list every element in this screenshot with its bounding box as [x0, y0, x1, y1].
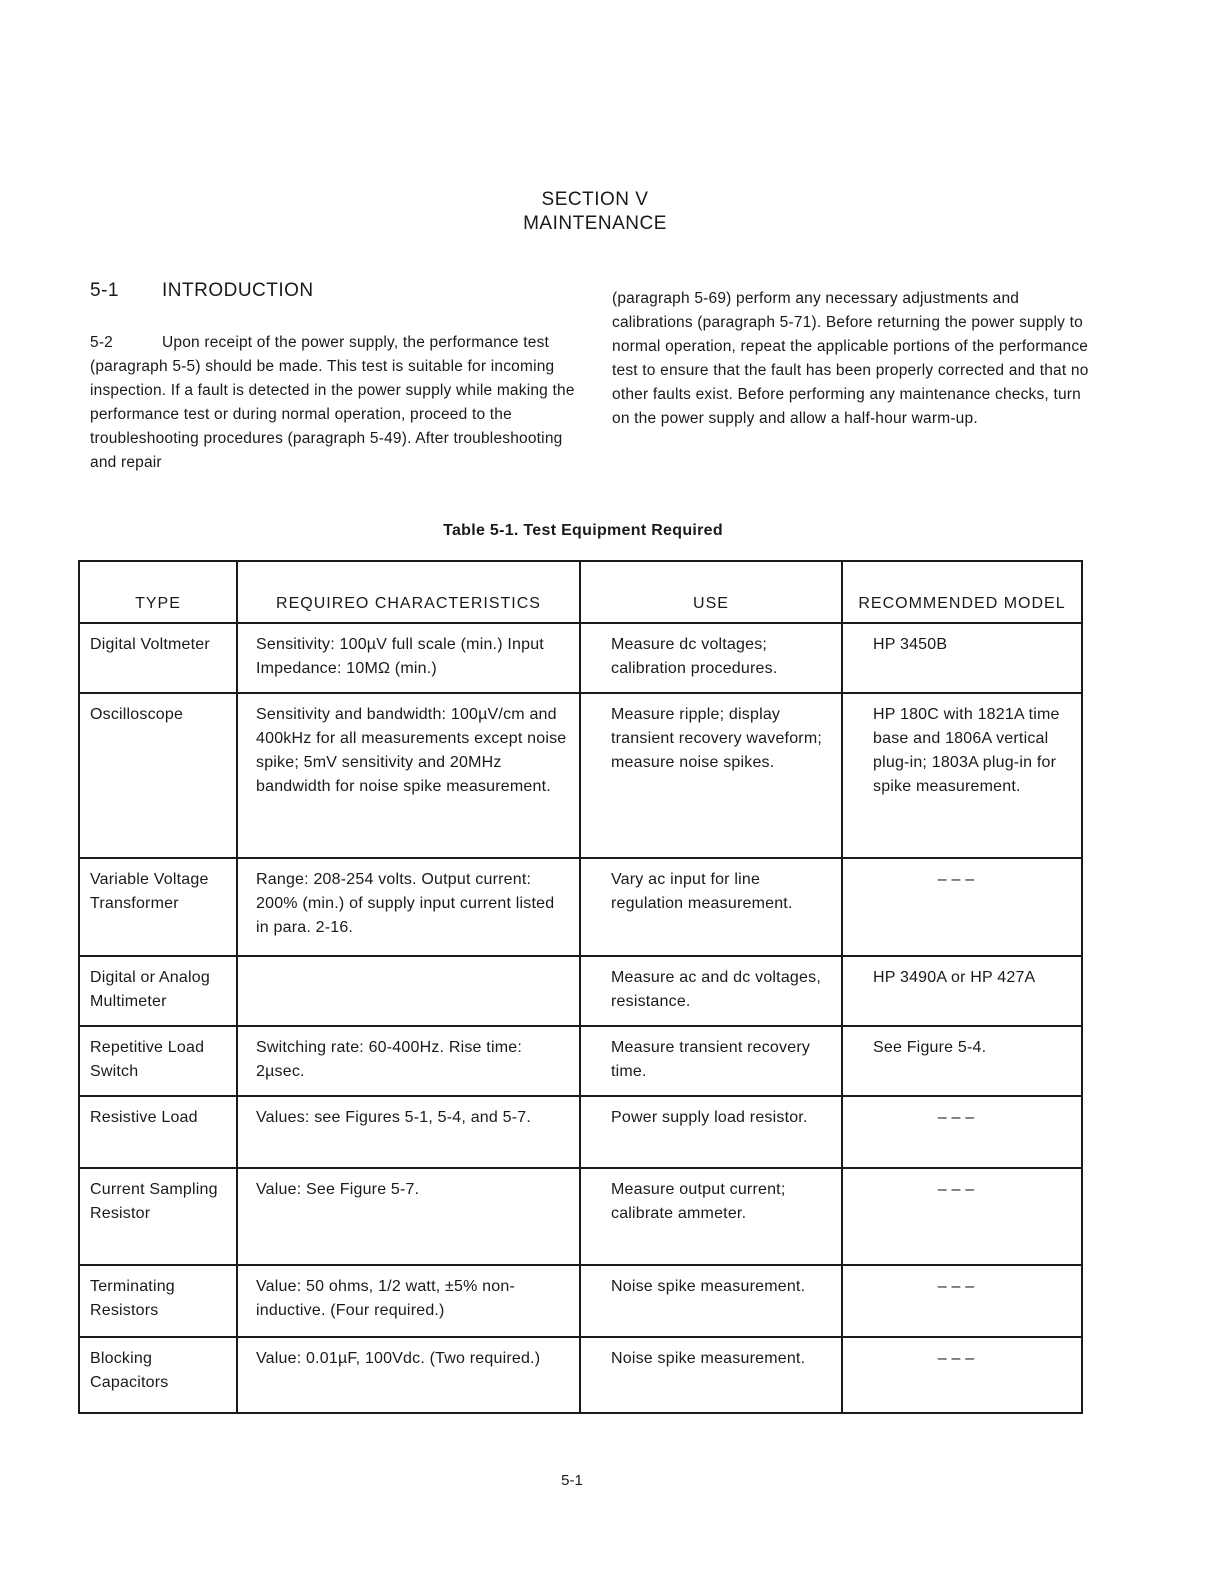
- table-row: [79, 1096, 1082, 1168]
- table-title: Table 5-1. Test Equipment Required: [443, 522, 723, 539]
- header-type: TYPE: [79, 561, 237, 623]
- cell-type: Resistive Load: [79, 1096, 237, 1168]
- cell-model: – – –: [842, 1337, 1082, 1413]
- intro-heading-number: 5-1: [90, 280, 119, 301]
- cell-model: – – –: [842, 1168, 1082, 1265]
- cell-model: HP 180C with 1821A time base and 1806A vertical plug-in; 1803A plug-in for spike measurement.: [842, 693, 1082, 858]
- cell-use: Measure ac and dc voltages, resistance.: [580, 956, 842, 1026]
- header-use: USE: [580, 561, 842, 623]
- table-header-row: [79, 561, 1082, 623]
- cell-type: Current Sampling Resistor: [79, 1168, 237, 1265]
- section-title: MAINTENANCE: [523, 213, 667, 234]
- intro-text-left: [90, 331, 580, 475]
- cell-characteristics: Sensitivity and bandwidth: 100µV/cm and 400kHz for all measurements except noise spike; 5mV sensitivity and 20MHz bandwidth for noise spike measurement.: [237, 693, 580, 858]
- cell-use: Power supply load resistor.: [580, 1096, 842, 1168]
- table-row: [79, 1168, 1082, 1265]
- cell-type: Repetitive Load Switch: [79, 1026, 237, 1096]
- cell-model: – – –: [842, 858, 1082, 956]
- cell-model: – – –: [842, 1096, 1082, 1168]
- cell-characteristics: Value: See Figure 5-7.: [237, 1168, 580, 1265]
- intro-paragraph-left: Upon receipt of the power supply, the performance test (paragraph 5-5) should be made. This test is suitable for incoming inspection. If a fault is detected in the power supply while making the performance test or during normal operation, proceed to the troubleshooting procedures (paragraph 5-49). After troubleshooting and repair: [90, 334, 575, 471]
- cell-model: – – –: [842, 1265, 1082, 1337]
- table-row: [79, 858, 1082, 956]
- cell-type: Digital or Analog Multimeter: [79, 956, 237, 1026]
- cell-type: Variable Voltage Transformer: [79, 858, 237, 956]
- intro-heading-title: INTRODUCTION: [162, 280, 314, 301]
- header-model: RECOMMENDED MODEL: [842, 561, 1082, 623]
- cell-type: Blocking Capacitors: [79, 1337, 237, 1413]
- cell-type: Digital Voltmeter: [79, 623, 237, 693]
- cell-characteristics: Value: 50 ohms, 1/2 watt, ±5% non-inductive. (Four required.): [237, 1265, 580, 1337]
- table-row: [79, 1265, 1082, 1337]
- page-number: 5-1: [561, 1472, 583, 1489]
- cell-use: Measure dc voltages; calibration procedures.: [580, 623, 842, 693]
- cell-use: Noise spike measurement.: [580, 1265, 842, 1337]
- cell-type: Terminating Resistors: [79, 1265, 237, 1337]
- cell-use: Measure output current; calibrate ammeter.: [580, 1168, 842, 1265]
- table-row: [79, 1337, 1082, 1413]
- header-characteristics: REQUIREO CHARACTERISTICS: [237, 561, 580, 623]
- section-heading: [0, 188, 1190, 236]
- cell-model: HP 3490A or HP 427A: [842, 956, 1082, 1026]
- table-row: [79, 623, 1082, 693]
- cell-characteristics: Values: see Figures 5-1, 5-4, and 5-7.: [237, 1096, 580, 1168]
- table-row: [79, 1026, 1082, 1096]
- cell-characteristics: Sensitivity: 100µV full scale (min.) Input Impedance: 10MΩ (min.): [237, 623, 580, 693]
- cell-model: See Figure 5-4.: [842, 1026, 1082, 1096]
- cell-type: Oscilloscope: [79, 693, 237, 858]
- cell-characteristics: [237, 956, 580, 1026]
- cell-use: Measure transient recovery time.: [580, 1026, 842, 1096]
- section-number: SECTION V: [541, 189, 649, 210]
- cell-use: Noise spike measurement.: [580, 1337, 842, 1413]
- cell-characteristics: Value: 0.01µF, 100Vdc. (Two required.): [237, 1337, 580, 1413]
- cell-characteristics: Switching rate: 60-400Hz. Rise time: 2µsec.: [237, 1026, 580, 1096]
- test-equipment-table: [78, 560, 1083, 1414]
- paragraph-number: 5-2: [90, 334, 114, 351]
- table-row: [79, 693, 1082, 858]
- intro-text-right: (paragraph 5-69) perform any necessary adjustments and calibrations (paragraph 5-71). Before returning the power supply to normal operation, repeat the applicable portions of the performance test to ensure that the fault has been properly corrected and that no other faults exist. Before performing any maintenance checks, turn on the power supply and allow a half-hour warm-up.: [612, 290, 1089, 427]
- intro-heading: [90, 280, 314, 302]
- cell-model: HP 3450B: [842, 623, 1082, 693]
- cell-characteristics: Range: 208-254 volts. Output current: 200% (min.) of supply input current listed in para. 2-16.: [237, 858, 580, 956]
- table-row: [79, 956, 1082, 1026]
- cell-use: Measure ripple; display transient recovery waveform; measure noise spikes.: [580, 693, 842, 858]
- cell-use: Vary ac input for line regulation measurement.: [580, 858, 842, 956]
